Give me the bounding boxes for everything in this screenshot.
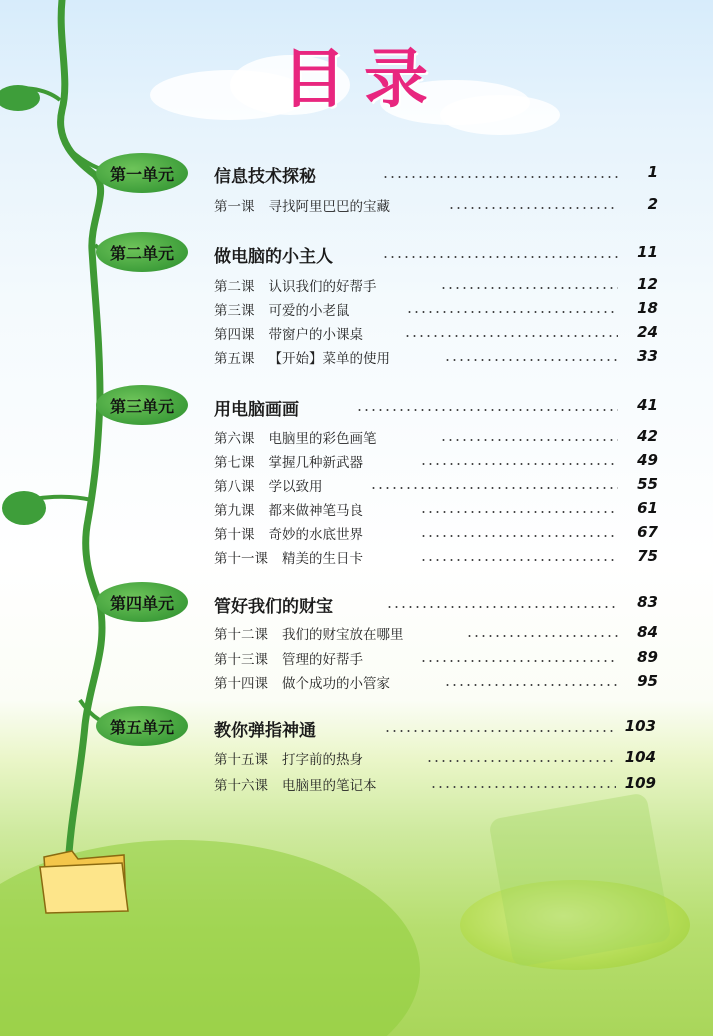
lesson-item[interactable] (214, 547, 363, 567)
unit-title[interactable]: 做电脑的小主人 (214, 247, 333, 267)
leader-dots (420, 559, 618, 561)
lesson-number: 第四课 (214, 327, 255, 343)
unit-title[interactable]: 管好我们的财宝 (214, 597, 333, 617)
leader-dots (444, 359, 618, 361)
lesson-item[interactable] (214, 672, 390, 692)
lesson-title: 精美的生日卡 (282, 551, 363, 567)
lesson-number: 第十六课 (214, 778, 268, 794)
leader-dots (440, 439, 618, 441)
lesson-number: 第一课 (214, 199, 255, 215)
lesson-item[interactable] (214, 195, 390, 215)
page-number: 2 (647, 195, 658, 213)
leader-dots (448, 207, 618, 209)
lesson-title: 掌握几种新武器 (268, 455, 363, 471)
page-number: 33 (637, 347, 658, 365)
leader-dots (386, 606, 618, 608)
leader-dots (420, 463, 618, 465)
leader-dots (444, 684, 618, 686)
lesson-number: 第二课 (214, 279, 255, 295)
page-title: 目录 (282, 43, 446, 117)
lesson-number: 第十五课 (214, 752, 268, 768)
page-number: 42 (637, 427, 658, 445)
lesson-item[interactable] (214, 523, 363, 543)
lesson-number: 第十课 (214, 527, 255, 543)
leader-dots (426, 760, 616, 762)
lesson-number: 第十一课 (214, 551, 268, 567)
leader-dots (466, 635, 618, 637)
page-number: 104 (624, 748, 656, 766)
lesson-title: 可爱的小老鼠 (268, 303, 350, 319)
page-number: 12 (637, 275, 658, 293)
page-number: 18 (637, 299, 658, 317)
lesson-number: 第七课 (214, 455, 255, 471)
lesson-title: 打字前的热身 (282, 752, 363, 768)
lesson-item[interactable] (214, 475, 323, 495)
page-number: 24 (637, 323, 658, 341)
lesson-title: 认识我们的好帮手 (268, 279, 377, 295)
lesson-item[interactable] (214, 427, 377, 447)
page-number: 67 (637, 523, 658, 541)
page-number: 1 (647, 163, 658, 181)
page-number: 11 (637, 243, 658, 261)
leader-dots (420, 535, 618, 537)
lesson-title: 电脑里的彩色画笔 (268, 431, 377, 447)
leader-dots (420, 511, 618, 513)
lesson-title: 电脑里的笔记本 (282, 778, 377, 794)
leader-dots (440, 287, 618, 289)
lesson-title: 【开始】菜单的使用 (268, 351, 390, 367)
lesson-number: 第六课 (214, 431, 255, 447)
leader-dots (420, 660, 618, 662)
page-number: 75 (637, 547, 658, 565)
lesson-title: 带窗户的小课桌 (268, 327, 363, 343)
leader-dots (404, 335, 618, 337)
lesson-title: 奇妙的水底世界 (268, 527, 363, 543)
lesson-number: 第三课 (214, 303, 255, 319)
lesson-number: 第十四课 (214, 676, 268, 692)
lesson-title: 管理的好帮手 (282, 652, 363, 668)
unit-label: 第一单元 (96, 153, 188, 193)
lesson-number: 第十三课 (214, 652, 268, 668)
lesson-item[interactable] (214, 748, 363, 768)
lesson-item[interactable] (214, 299, 350, 319)
lesson-number: 第五课 (214, 351, 255, 367)
lesson-item[interactable] (214, 275, 377, 295)
lesson-title: 做个成功的小管家 (282, 676, 390, 692)
unit-label: 第二单元 (96, 232, 188, 272)
leader-dots (382, 256, 618, 258)
page-number: 49 (637, 451, 658, 469)
leader-dots (406, 311, 618, 313)
page-number: 109 (624, 774, 656, 792)
leader-dots (356, 409, 618, 411)
lesson-number: 第十二课 (214, 627, 268, 643)
lesson-title: 都来做神笔马良 (268, 503, 363, 519)
page-number: 89 (637, 648, 658, 666)
lesson-title: 寻找阿里巴巴的宝藏 (268, 199, 390, 215)
lesson-number: 第八课 (214, 479, 255, 495)
page-number: 103 (624, 717, 656, 735)
page-number: 95 (637, 672, 658, 690)
lesson-number: 第九课 (214, 503, 255, 519)
lesson-item[interactable] (214, 499, 363, 519)
leader-dots (430, 786, 616, 788)
unit-label: 第三单元 (96, 385, 188, 425)
page-number: 55 (637, 475, 658, 493)
lesson-item[interactable] (214, 347, 390, 367)
lesson-item[interactable] (214, 623, 404, 643)
lesson-item[interactable] (214, 648, 363, 668)
lesson-title: 我们的财宝放在哪里 (282, 627, 404, 643)
page-number: 84 (637, 623, 658, 641)
unit-title[interactable]: 教你弹指神通 (214, 721, 316, 741)
lesson-item[interactable] (214, 451, 363, 471)
unit-title[interactable]: 信息技术探秘 (214, 167, 316, 187)
leader-dots (382, 176, 618, 178)
leader-dots (370, 487, 618, 489)
lesson-item[interactable] (214, 323, 363, 343)
page-number: 83 (637, 593, 658, 611)
lesson-title: 学以致用 (268, 479, 323, 495)
unit-title[interactable]: 用电脑画画 (214, 400, 299, 420)
folder-icon (38, 845, 130, 915)
lesson-item[interactable] (214, 774, 377, 794)
leader-dots (384, 730, 614, 732)
page-number: 41 (637, 396, 658, 414)
unit-label: 第四单元 (96, 582, 188, 622)
page-number: 61 (637, 499, 658, 517)
unit-label: 第五单元 (96, 706, 188, 746)
